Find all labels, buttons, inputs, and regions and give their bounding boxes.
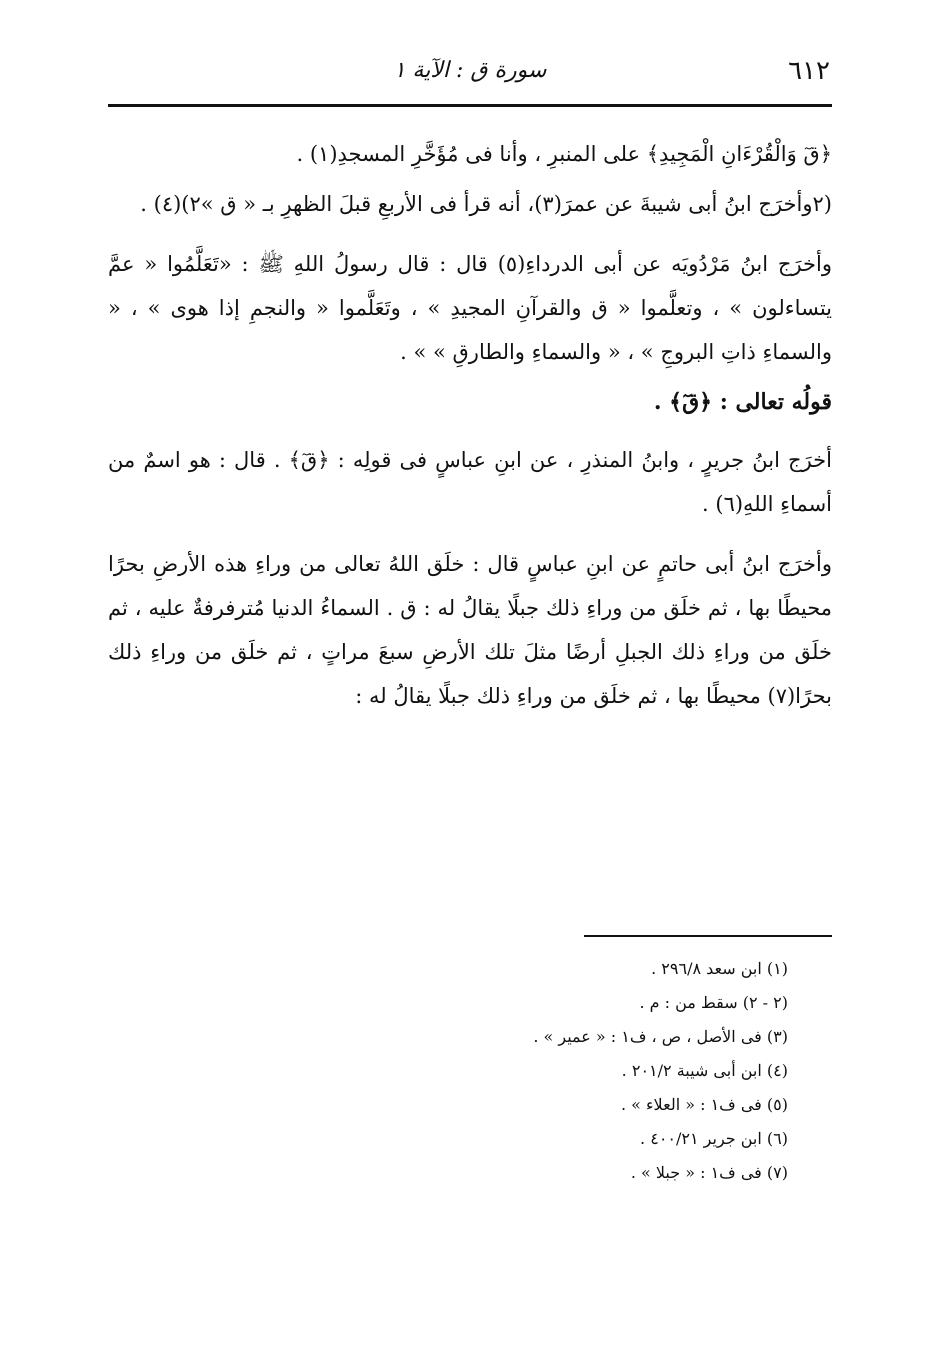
- footnote-7: (٧) فى ف١ : « جبلا » .: [630, 1163, 788, 1182]
- footnote-3: (٣) فى الأصل ، ص ، ف١ : « عمير » .: [533, 1027, 788, 1046]
- paragraph-2: (٢وأخرَج ابنُ أبى شيبةَ عن عمرَ(٣)، أنه قرأ فى الأربعِ قبلَ الظهرِ بـ « ق »٢)(٤) .: [140, 192, 832, 216]
- page-body: [108, 132, 832, 734]
- footnotes: [108, 952, 788, 1190]
- footnote-5: (٥) فى ف١ : « العلاء » .: [620, 1095, 788, 1114]
- section-heading: قولُه تعالى : ﴿قٓ﴾ .: [653, 389, 832, 415]
- footnote-6: (٦) ابن جرير ٤٠٠/٢١ .: [640, 1129, 788, 1148]
- running-title: سورة ق : الآية ١: [393, 58, 547, 83]
- paragraph-1: ﴿قٓ وَالْقُرْءَانِ الْمَجِيدِ﴾ على المنبرِ ، وأنا فى مُؤَخَّرِ المسجدِ(١) .: [296, 142, 832, 166]
- paragraph-3: وأخرَج ابنُ مَرْدُويَه عن أبى الدرداءِ(٥) قال : قال رسولُ اللهِ ﷺ : «تَعَلَّمُوا « عمَّ يتساءلون » ، وتعلَّموا « ق والقرآنِ المجيدِ » ، وتَعَلَّموا « والنجمِ إذا هوى » ، « والسماءِ ذاتِ البروجِ » ، « والسماءِ والطارقِ » » .: [108, 252, 832, 364]
- footnote-rule: [584, 935, 832, 937]
- footnote-4: (٤) ابن أبى شيبة ٢٠١/٢ .: [621, 1061, 788, 1080]
- page-header: [108, 52, 832, 92]
- paragraph-5: وأخرَج ابنُ أبى حاتمٍ عن ابنِ عباسٍ قال : خلَق اللهُ تعالى من وراءِ هذه الأرضِ بحرًا محيطًا بها ، ثم خلَق من وراءِ ذلك جبلًا يقالُ له : ق . السماءُ الدنيا مُترفرفةٌ عليه ، ثم خلَق من وراءِ ذلك الجبلِ أرضًا مثلَ تلك الأرضِ سبعَ مراتٍ ، ثم خلَق من وراءِ ذلك بحرًا(٧) محيطًا بها ، ثم خلَق من وراءِ ذلك جبلًا يقالُ له :: [108, 552, 832, 708]
- header-rule: [108, 104, 832, 107]
- footnote-1: (١) ابن سعد ٢٩٦/٨ .: [651, 959, 788, 978]
- footnote-2: (٢ - ٢) سقط من : م .: [639, 993, 788, 1012]
- paragraph-4: أخرَج ابنُ جريرٍ ، وابنُ المنذرِ ، عن ابنِ عباسٍ فى قولِه : ﴿قٓ﴾ . قال : هو اسمٌ من أسماءِ اللهِ(٦) .: [108, 448, 832, 516]
- page-number: ٦١٢: [788, 56, 830, 86]
